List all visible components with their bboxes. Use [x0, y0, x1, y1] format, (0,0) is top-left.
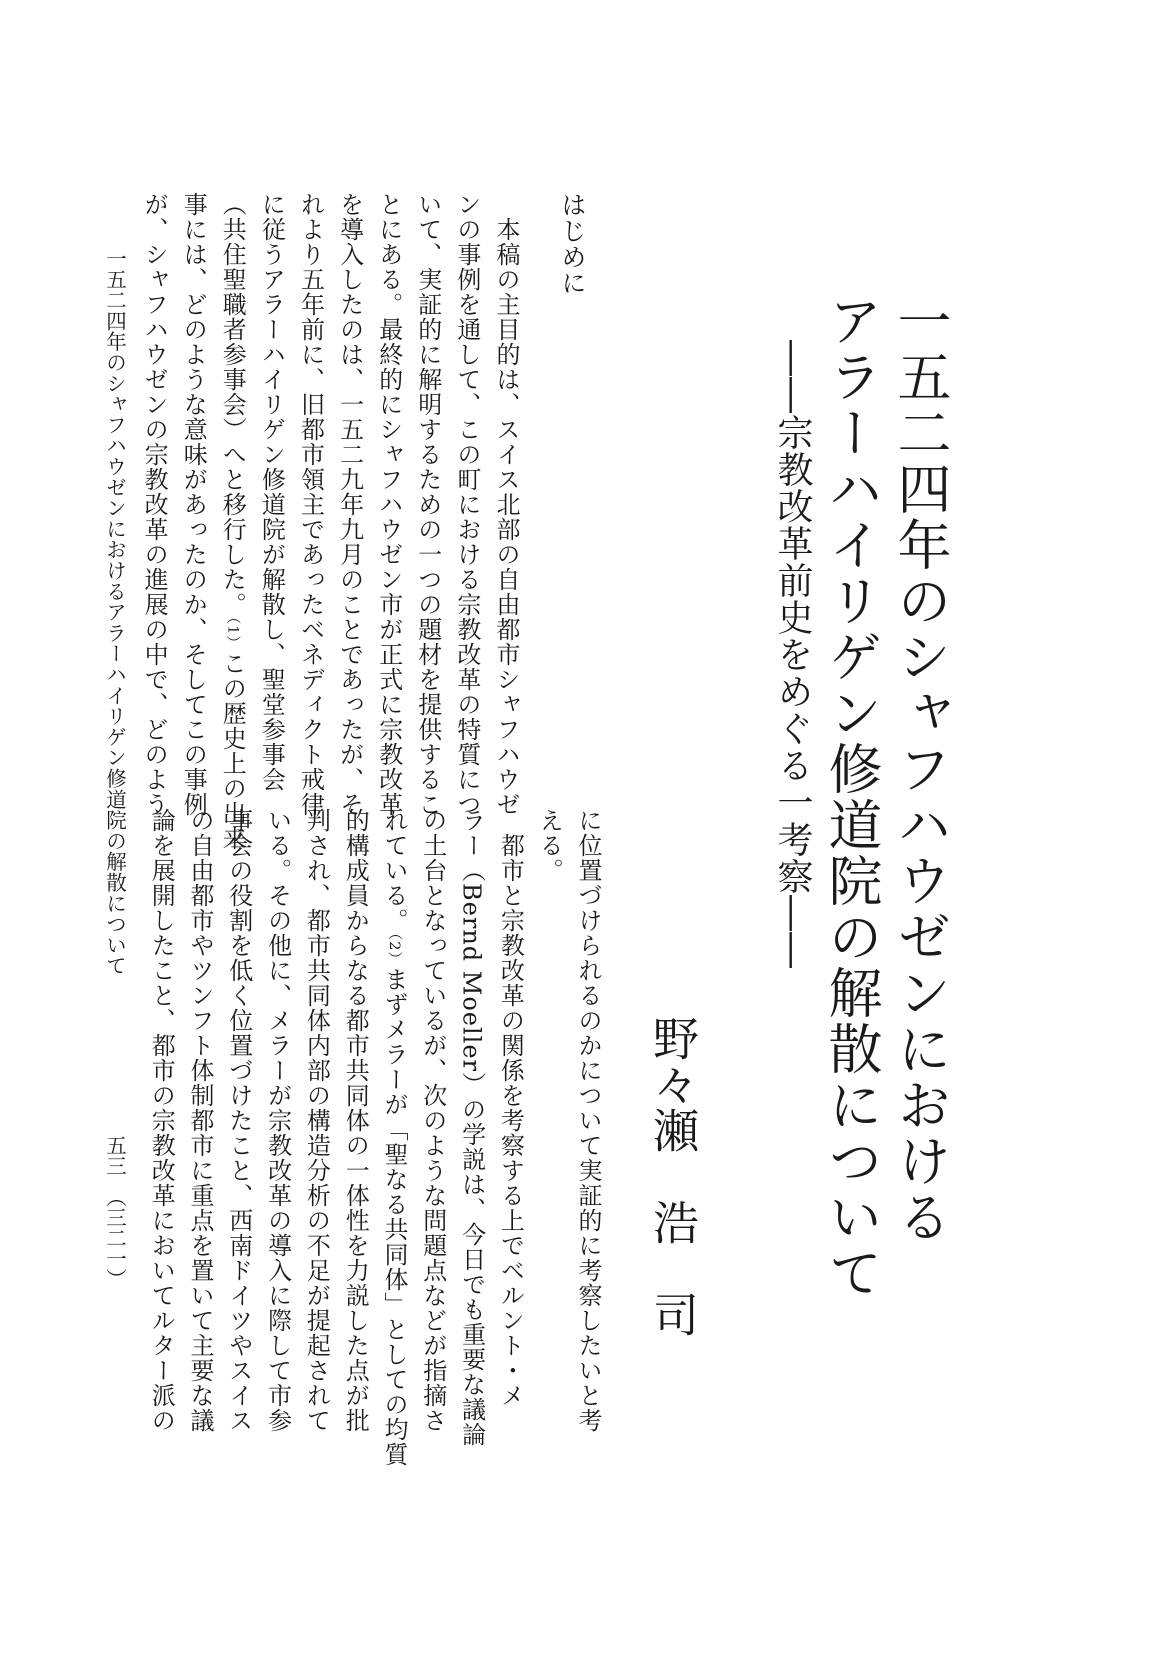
- article-subtitle: ――宗教改革前史をめぐる一考察――: [772, 340, 813, 969]
- text-column: 事会の役割を低く位置づけたこと、西南ドイツやスイス: [224, 808, 253, 1433]
- text-column: れている。（2）まずメラーが「聖なる共同体」としての均質: [380, 808, 408, 1467]
- page-number: 五三 （三二一）: [102, 1135, 127, 1289]
- running-head: 一五二四年のシャフハウゼンにおけるアラーハイリゲン修道院の解散について: [102, 248, 127, 976]
- text-column: 論を展開したこと、都市の宗教改革においてルター派の: [147, 808, 176, 1433]
- section-heading-introduction: はじめに: [558, 192, 587, 296]
- text-column: 本稿の主目的は、スイス北部の自由都市シャフハウゼ: [492, 192, 520, 817]
- text-column: に従うアラーハイリゲン修道院が解散し、聖堂参事会: [257, 192, 286, 792]
- text-column: いる。その他に、メラーが宗教改革の導入に際して市参: [263, 808, 292, 1433]
- text-column: れより五年前に、旧都市領主であったベネディクト戒律: [296, 192, 325, 817]
- text-column: 都市と宗教改革の関係を考察する上でベルント・メ: [496, 808, 525, 1408]
- article-title-line-2: アラーハイリゲン修道院の解散について: [820, 293, 883, 1301]
- text-column: とにある。最終的にシャフハウゼン市が正式に宗教改革: [374, 192, 403, 817]
- text-column: を導入したのは、一五二九年九月のことであったが、そ: [335, 192, 364, 817]
- author-name: 野々瀬 浩 司: [646, 1015, 700, 1337]
- text-column: ラー（Bernd Moeller）の学説は、今日でも重要な議論: [457, 808, 486, 1448]
- text-column: に位置づけられるのかについて実証的に考察したいと考: [574, 808, 602, 1433]
- text-column: える。: [535, 808, 564, 883]
- text-column: 事には、どのような意味があったのか、そしてこの事例: [179, 192, 208, 817]
- text-column: 的構成員からなる都市共同体の一体性を力説した点が批: [341, 808, 370, 1433]
- text-column: の自由都市やツンフト体制都市に重点を置いて主要な議: [186, 808, 214, 1433]
- text-column: が、シャフハウゼンの宗教改革の進展の中で、どのよう: [140, 192, 169, 817]
- article-title-line-1: 一五二四年のシャフハウゼンにおける: [889, 293, 952, 1245]
- text-column: いて、実証的に解明するための一つの題材を提供するこ: [413, 192, 442, 817]
- text-column: 判され、都市共同体内部の構造分析の不足が提起されて: [302, 808, 331, 1433]
- text-column: の土台となっているが、次のような問題点などが指摘さ: [418, 808, 447, 1433]
- text-column: ンの事例を通して、この町における宗教改革の特質につ: [452, 192, 481, 817]
- text-column: （共住聖職者参事会）へと移行した。（1）この歴史上の出来: [218, 192, 247, 851]
